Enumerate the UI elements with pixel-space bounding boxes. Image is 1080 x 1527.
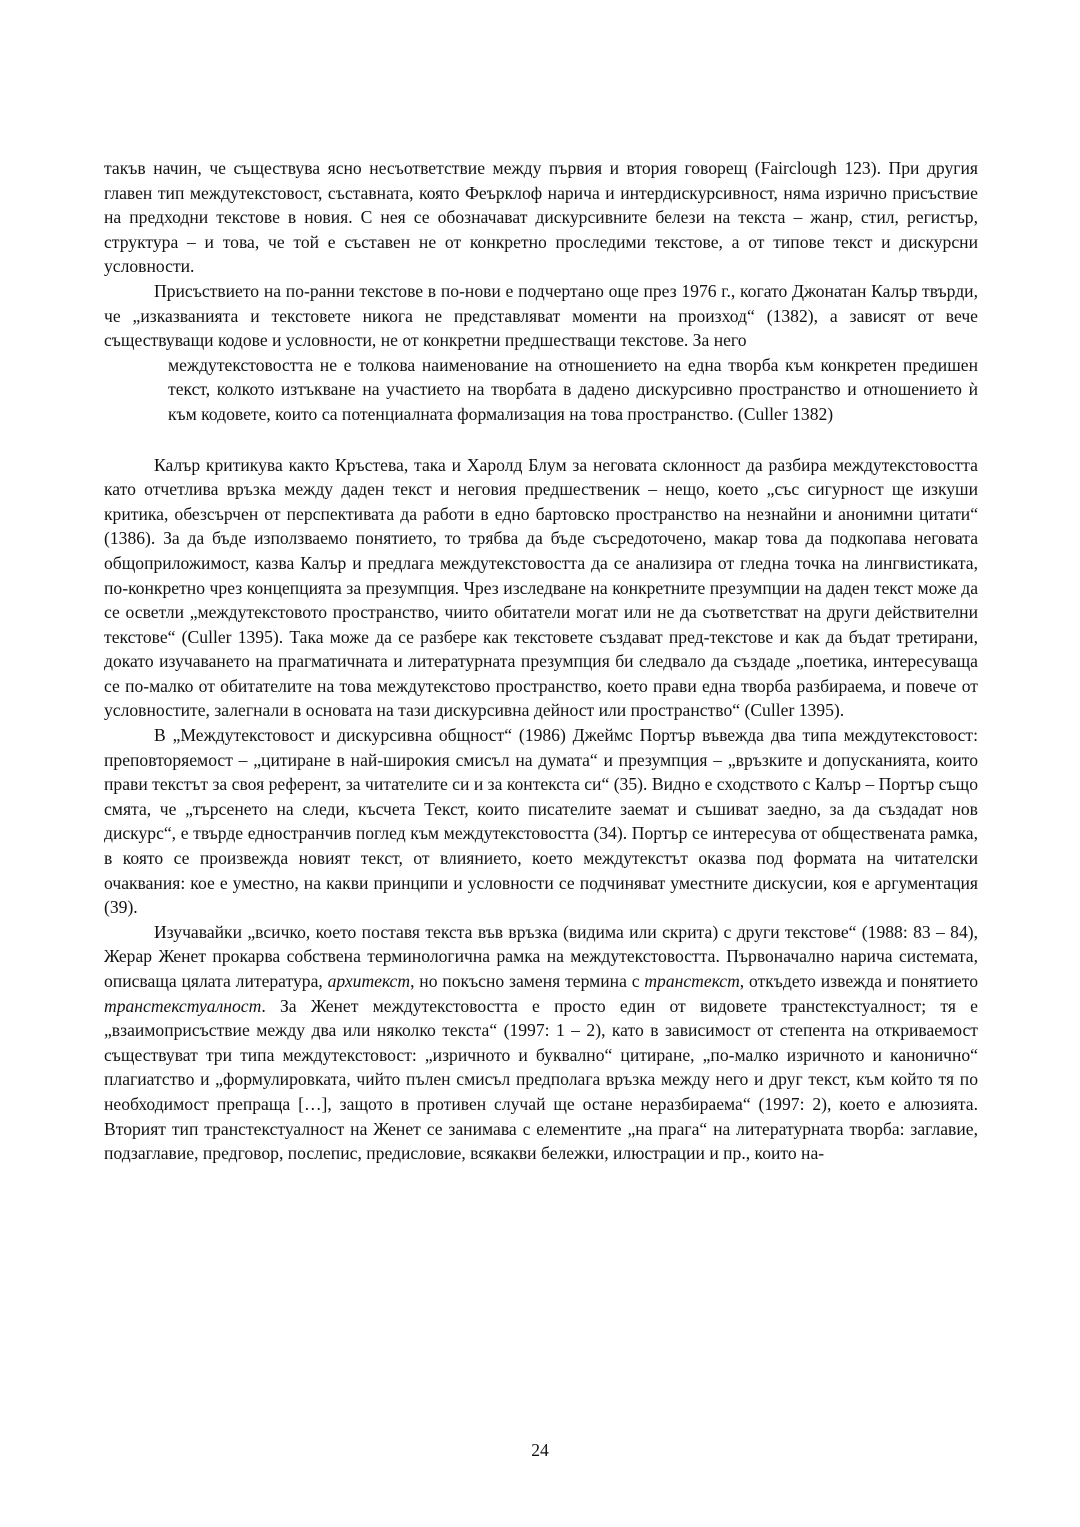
paragraph-fairclough-continued: такъв начин, че съществува ясно несъответствие между първия и втория говорещ (Fairclough 123). При другия главен тип междутекстовост, съставната, която Феърклоф нарича и интердискурсивност, няма изрично присъствие на предходни текстове в новия. С нея се обозначават дискурсивните белези на текста – жанр, стил, регистър, структура – и това, че той е съставен не от конкретно проследими текстове, а от типове текст и дискурсни условности. [104,158,978,277]
genette-text-4: . За Женет междутекстовостта е просто един от видовете транстекстуалност; тя е „взаимоприсъствие между два или няколко текста“ (1997: 1 – 2), като в зависимост от степента на откриваемост съществуват три типа междутекстовост: „изричното и буквално“ цитиране, „по-малко изричното и канонично“ плагиатство и „формулировката, чийто пълен смисъл предполага връзка между него и друг текст, към който тя по необходимост препраща […], защото в противен случай ще остане неразбираема“ (1997: 2), което е алюзията. Вторият тип транстекстуалност на Женет се занимава с елементите „на прага“ на литературната творба: заглавие, подзаглавие, предговор, послепис, предисловие, всякакви бележки, илюстрации и пр., които на- [104,995,978,1164]
term-transtext: транстекст [644,971,740,991]
block-quote-culler: междутекстовостта не е толкова наименование на отношението на една творба към конкретен предишен текст, колкото изтъкване на участието на творбата в дадено дискурсивно пространство и отношението ѝ към кодовете, които са потенциалната формализация на това пространство. (Culler 1382) [168,354,978,424]
paragraph-culler-intro: Присъствието на по-ранни текстове в по-нови е подчертано още през 1976 г., когато Джонатан Калър твърди, че „изказванията и текстовете никога не представляват моменти на произход“ (1382), а зависят от вече съществуващи кодове и условности, не от конкретни предшестващи текстове. За него [104,280,978,351]
page-body [104,156,978,1166]
paragraph-genette [104,920,978,1166]
paragraph-porter: В „Междутекстовост и дискурсивна общност“ (1986) Джеймс Портър въвежда два типа междутекстовост: преповторяемост – „цитиране в най-широкия смисъл на думата“ и презумпция – „връзките и допусканията, които прави текстът за своя референт, за читателите си и за контекста си“ (35). Видно е сходството с Калър – Портър също смята, че „търсенето на следи, късчета Текст, които писателите заемат и съшиват заедно, за да създадат нов дискурс“, е твърде едностранчив поглед към междутекстовостта (34). Портър се интересува от обществената рамка, в която се произвежда новият текст, от влиянието, което междутекстът оказва под формата на читателски очаквания: кое е уместно, на какви принципи и условности се подчиняват уместните дискусии, коя е аргументация (39). [104,725,978,918]
term-transtextuality: транстекстуалност [104,995,262,1016]
genette-text-2: , но покъсно заменя термина с [410,971,645,991]
quote-spacing [104,427,978,453]
paragraph-culler-critique: Калър критикува както Кръстева, така и Харолд Блум за неговата склонност да разбира междутекстовостта като отчетлива връзка между даден текст и неговия предшественик – нещо, което „със сигурност ще изкуши критика, обезсърчен от перспективата да работи в едно бартовско пространство на незнайни и анонимни цитати“ (1386). За да бъде използваемо понятието, то трябва да бъде съсредоточено, макар това да подкопава неговата общоприложимост, казва Калър и предлага междутекстовостта да се анализира от гледна точка на лингвистиката, по-конкретно чрез концепцията за презумпция. Чрез изследване на конкретните презумпции на даден текст може да се осветли „междутекстовото пространство, чиито обитатели могат или не да съответстват на други действителни текстове“ (Culler 1395). Така може да се разбере как текстовете създават пред-текстове и как да бъдат третирани, докато изучаването на прагматичната и литературната презумпция би следвало да създаде „поетика, интересуваща се по-малко от обитателите на това междутекстово пространство, което прави една творба разбираема, и повече от условностите, залегнали в основата на тази дискурсивна дейност или пространство“ (Culler 1395). [104,454,978,721]
genette-text-3: , откъдето извежда и понятието [739,971,978,991]
genette-text-1: Изучавайки „всичко, което поставя текста във връзка (видима или скрита) с други текстове“ (1988: 83 – 84), Жерар Женет прокарва собствена терминологична рамка на междутекстовостта. Първоначално нарича системата, описваща цялата литература, [104,921,978,991]
term-architext: архитекст [327,971,411,991]
page-number: 24 [531,1440,549,1460]
